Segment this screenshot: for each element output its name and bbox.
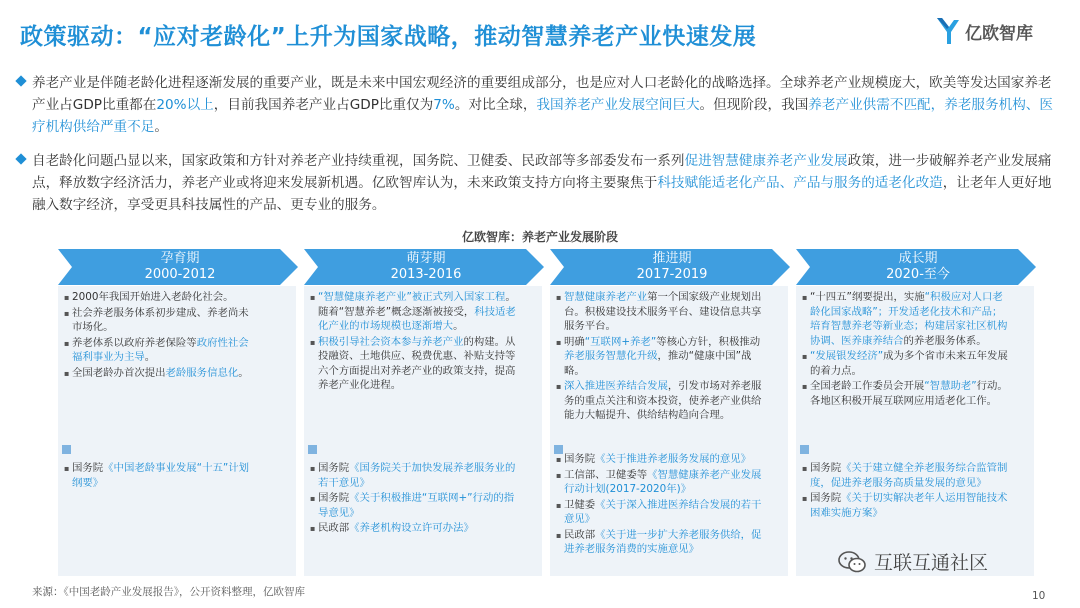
list-item: • 智慧健康养老产业第一个国家级产业规划出台。积极建设技术服务平台、建设信息共享服务平台。 — [564, 290, 764, 334]
stage-points-4 — [800, 290, 1012, 409]
stage-label-4 — [808, 251, 1028, 283]
list-item: • 民政部《关于进一步扩大养老服务供给，促进养老服务消费的实施意见》 — [564, 528, 764, 557]
bullet-diamond-icon — [15, 75, 26, 86]
list-item: • 国务院《国务院关于加快发展养老服务业的若干意见》 — [318, 461, 518, 490]
stage-label-1 — [70, 251, 290, 283]
list-item: • 工信部、卫健委等《智慧健康养老产业发展行动计划(2017-2020年)》 — [564, 468, 764, 497]
list-item: • “发展银发经济”成为多个省市未来五年发展的着力点。 — [810, 349, 1012, 378]
list-item: • 国务院《中国老龄事业发展“十五”计划纲要》 — [72, 461, 258, 490]
stage-name: 萌芽期 — [406, 251, 446, 266]
separator-square-icon — [800, 445, 809, 454]
highlight: 养老产业供需不匹配，养老服务机构、医疗机构供给严重不足 — [32, 97, 1053, 135]
list-item: • 国务院《关于建立健全养老服务综合监管制度，促进养老服务高质量发展的意见》 — [810, 461, 1012, 490]
text: 。但现阶段，我国 — [699, 97, 809, 113]
watermark — [838, 548, 988, 575]
stage-name: 成长期 — [898, 251, 938, 266]
highlight: 科技赋能适老化产品、产品与服务的适老化改造 — [657, 175, 943, 191]
list-item: • 国务院《关于积极推进“互联网+”行动的指导意见》 — [318, 491, 518, 520]
logo-text: 亿欧智库 — [965, 23, 1033, 44]
text: 自老龄化问题凸显以来，国家政策和方针对养老产业持续重视，国务院、卫健委、民政部等多部委发布一系列 — [32, 153, 685, 169]
list-item: • 社会养老服务体系初步建成、养老尚未市场化。 — [72, 306, 258, 335]
stage-points-3 — [554, 290, 764, 424]
text: ，目前我国养老产业占GDP比重仅为 — [213, 97, 434, 113]
stage-points-1 — [62, 290, 258, 381]
list-item: • 养老体系以政府养老保险等政府性社会福利事业为主导。 — [72, 336, 258, 365]
list-item: • 卫健委《关于深入推进医养结合发展的若干意见》 — [564, 498, 764, 527]
stage-years: 2000-2012 — [144, 267, 216, 282]
stage-label-3 — [562, 251, 782, 283]
bullet-diamond-icon — [15, 153, 26, 164]
text: ，让老年人更好地融入数字经济，享受更具科技属性的产品、更专业的服务。 — [32, 175, 1052, 213]
list-item: • 明确“互联网+养老”等核心方针，积极推动养老服务智慧化升级，推动“健康中国”战略。 — [564, 335, 764, 379]
highlight: 促进智慧健康养老产业发展 — [684, 153, 848, 169]
logo-icon — [935, 16, 961, 46]
list-item: • 深入推进医养结合发展，引发市场对养老服务的重点关注和资本投资，使养老产业供给能力大幅提升、供给结构趋向合理。 — [564, 379, 764, 423]
stage-years: 2013-2016 — [390, 267, 462, 282]
stage-name: 推进期 — [652, 251, 692, 266]
stage-policies-1 — [62, 461, 258, 491]
highlight: 我国养老产业发展空间巨大 — [536, 97, 700, 113]
stage-diagram-title: 亿欧智库：养老产业发展阶段 — [461, 230, 618, 244]
list-item: • 国务院《关于推进养老服务发展的意见》 — [564, 452, 764, 467]
wechat-icon — [838, 551, 866, 573]
intro-paragraph-1 — [32, 72, 1062, 138]
list-item: • “十四五”纲要提出，实施“积极应对人口老龄化国家战略”；开发适老化技术和产品；培育智慧养老等新业态；构建居家社区机构协调、医养康养结合的养老服务体系。 — [810, 290, 1012, 348]
stage-name: 孕育期 — [160, 251, 200, 266]
logo — [935, 16, 1033, 46]
list-item: • 积极引导社会资本参与养老产业的构建。从投融资、土地供应、税费优惠、补贴支持等六个方面提出对养老产业的政策支持，提高养老产业化进程。 — [318, 335, 518, 393]
text: 。对比全球， — [454, 97, 537, 113]
intro-paragraph-2 — [32, 150, 1062, 216]
highlight: 7% — [433, 97, 455, 113]
list-item: • 民政部《养老机构设立许可办法》 — [318, 521, 518, 536]
watermark-text: 互联互通社区 — [874, 552, 989, 574]
page-title: 政策驱动：“应对老龄化”上升为国家战略，推动智慧养老产业快速发展 — [20, 24, 757, 50]
list-item: • “智慧健康养老产业”被正式列入国家工程。随着“智慧养老”概念逐渐被接受，科技适老化产业的市场规模也逐渐增大。 — [318, 290, 518, 334]
stage-points-2 — [308, 290, 518, 394]
stage-label-2 — [316, 251, 536, 283]
list-item: • 全国老龄工作委员会开展“智慧助老”行动。各地区积极开展互联网应用适老化工作。 — [810, 379, 1012, 408]
stage-policies-3 — [554, 452, 764, 558]
stage-years: 2020-至今 — [886, 267, 950, 282]
text: 养老产业是伴随老龄化进程逐渐发展的重要产业，既是未来中国宏观经济的重要组成部分，也是应对人口老龄化的战略选择。全球养老产业规模庞大，欧美等发达国家养老产业占GDP比重都在 — [32, 75, 1052, 113]
list-item: • 国务院《关于切实解决老年人运用智能技术困难实施方案》 — [810, 491, 1012, 520]
stage-years: 2017-2019 — [636, 267, 708, 282]
source-note: 来源：《中国老龄产业发展报告》，公开资料整理，亿欧智库 — [32, 586, 305, 598]
stage-policies-2 — [308, 461, 518, 537]
separator-square-icon — [62, 445, 71, 454]
highlight: 20%以上 — [156, 97, 214, 113]
stage-policies-4 — [800, 461, 1012, 521]
list-item: • 全国老龄办首次提出老龄服务信息化。 — [72, 366, 258, 381]
separator-square-icon — [308, 445, 317, 454]
text: 政策，进一步破解养老产业发展痛点，释放数字经济活力，养老产业或将迎来发展新机遇。亿欧智库认为，未来政策支持方向将主要聚焦于 — [32, 153, 1052, 191]
text: 。 — [154, 119, 168, 135]
page-number: 10 — [1032, 590, 1046, 602]
list-item: • 2000年我国开始进入老龄化社会。 — [72, 290, 258, 305]
